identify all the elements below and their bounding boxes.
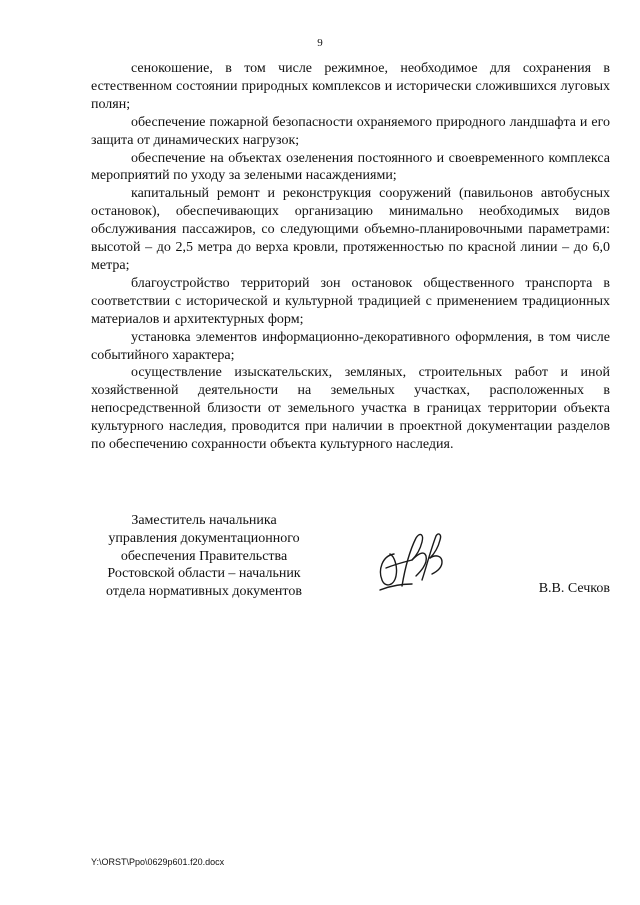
signatory-title-line: отдела нормативных документов — [106, 584, 302, 600]
paragraph: осуществление изыскательских, земляных, строительных работ и иной хозяйственной деятельности на земельных участках, расположенных в непосредственной близости от земельного участка в границах территории объекта культурного наследия, проводится при наличии в проектной документации разделов по обеспечению сохранности объекта культурного наследия. — [91, 365, 610, 453]
signatory-title-line: обеспечения Правительства — [120, 548, 288, 564]
paragraph: благоустройство территорий зон остановок общественного транспорта в соответствии с исторической и культурной традицией с применением традиционных материалов и архитектурных форм; — [91, 275, 610, 327]
paragraph: капитальный ремонт и реконструкция сооружений (павильонов автобусных остановок), обеспечивающих организацию минимально необходимых видов обслуживания пассажиров, со следующими объемно-планировочными параметрами: высотой – до 2,5 метра до верха кровли, протяженностью по красной линии – до 6,0 метра; — [91, 186, 610, 273]
signatory-title-line: управления документационного — [108, 530, 300, 546]
page-number: 9 — [317, 37, 323, 49]
paragraph: обеспечение пожарной безопасности охраняемого природного ландшафта и его защита от динамических нагрузок; — [91, 114, 610, 148]
paragraph: обеспечение на объектах озеленения постоянного и своевременного комплекса мероприятий по уходу за зелеными насаждениями; — [91, 150, 610, 184]
document-body — [91, 60, 610, 454]
file-path: Y:\ORST\Ppo\0629p601.f20.docx — [91, 857, 225, 867]
signatory-title-line: Ростовской области – начальник — [107, 566, 301, 582]
signatory-title — [91, 512, 317, 601]
paragraph: установка элементов информационно-декоративного оформления, в том числе событийного характера; — [91, 329, 610, 363]
handwritten-signature — [372, 524, 450, 596]
signatory-name: В.В. Сечков — [538, 581, 610, 596]
signatory-title-line: Заместитель начальника — [131, 513, 277, 528]
paragraph: сенокошение, в том числе режимное, необходимое для сохранения в естественном состоянии природных комплексов и исторически сложившихся луговых полян; — [91, 61, 610, 112]
